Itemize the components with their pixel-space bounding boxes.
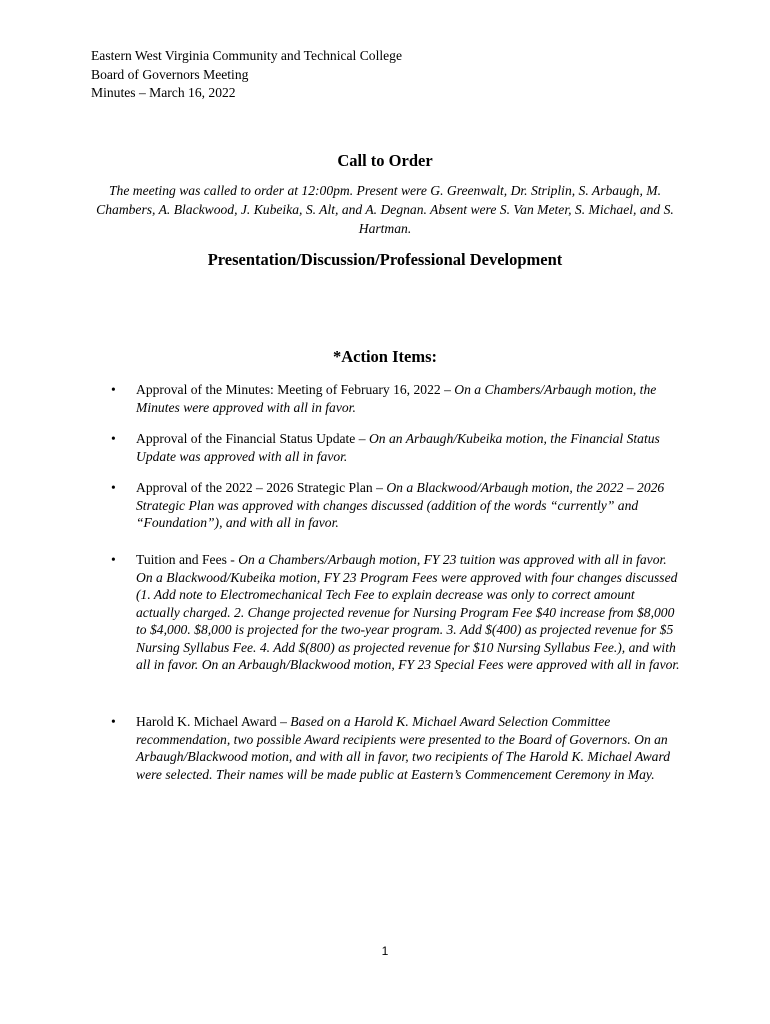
action-item-detail: On a Blackwood/Arbaugh motion, the 2022 – 2026 Strategic Plan was approved with changes discussed (addition of the words “currently” and “Foundation”), and with all in favor.	[136, 480, 665, 530]
action-item-text	[136, 713, 681, 783]
action-item-lead: Harold K. Michael Award –	[136, 714, 291, 729]
call-to-order-heading: Call to Order	[337, 151, 433, 170]
action-item-lead: Approval of the 2022 – 2026 Strategic Plan –	[136, 480, 387, 495]
action-item-detail: On a Chambers/Arbaugh motion, FY 23 tuition was approved with all in favor. On a Blackwood/Kubeika motion, FY 23 Program Fees were approved with four changes discussed (1. Add note to Electromechanical Tech Fee to explain decrease was only to correct amount actually charged. 2. Change projected revenue for Nursing Program Fee $40 increase from $8,000 to $4,000. $8,000 is projected for the two-year program. 3. Add $(400) as projected revenue for $5 Nursing Syllabus Fee. 4. Add $(800) as projected revenue for $10 Nursing Syllabus Fee.), and with all in favor. On an Arbaugh/Blackwood motion, FY 23 Special Fees were approved with all in favor.	[136, 552, 680, 672]
action-items-heading: *Action Items:	[332, 347, 438, 366]
bullet-icon: •	[111, 382, 116, 397]
page-number: 1	[381, 944, 389, 958]
action-item-detail: Based on a Harold K. Michael Award Selection Committee recommendation, two possible Award recipients were presented to the Board of Governors. On an Arbaugh/Blackwood motion, and with all in favor, two recipients of The Harold K. Michael Award were selected. Their names will be made public at Eastern’s Commencement Ceremony in May.	[136, 714, 671, 782]
presentation-heading: Presentation/Discussion/Professional Development	[207, 250, 563, 269]
action-item-text	[136, 551, 681, 674]
action-item-lead: Approval of the Minutes: Meeting of February 16, 2022 –	[136, 382, 455, 397]
bullet-icon: •	[111, 552, 116, 567]
action-item-detail: On a Chambers/Arbaugh motion, the Minutes were approved with all in favor.	[136, 382, 657, 415]
meeting-name: Board of Governors Meeting	[91, 66, 249, 82]
bullet-icon: •	[111, 431, 116, 446]
minutes-date: Minutes – March 16, 2022	[91, 85, 236, 100]
document-header	[91, 47, 402, 103]
action-item-text	[136, 430, 681, 465]
action-item-text	[136, 381, 681, 416]
action-item-detail: On an Arbaugh/Kubeika motion, the Financial Status Update was approved with all in favor.	[136, 431, 660, 464]
institution-name: Eastern West Virginia Community and Technical College	[91, 48, 402, 63]
action-item-text	[136, 479, 681, 532]
bullet-icon: •	[111, 480, 116, 495]
call-to-order-text: The meeting was called to order at 12:00pm. Present were G. Greenwalt, Dr. Striplin, S. Arbaugh, M. Chambers, A. Blackwood, J. Kubeika, S. Alt, and A. Degnan. Absent were S. Van Meter, S. Michael, and S. Hartman.	[96, 183, 674, 236]
action-item-lead: Approval of the Financial Status Update –	[136, 431, 369, 446]
bullet-icon: •	[111, 714, 116, 729]
action-item-lead: Tuition and Fees -	[136, 552, 239, 567]
